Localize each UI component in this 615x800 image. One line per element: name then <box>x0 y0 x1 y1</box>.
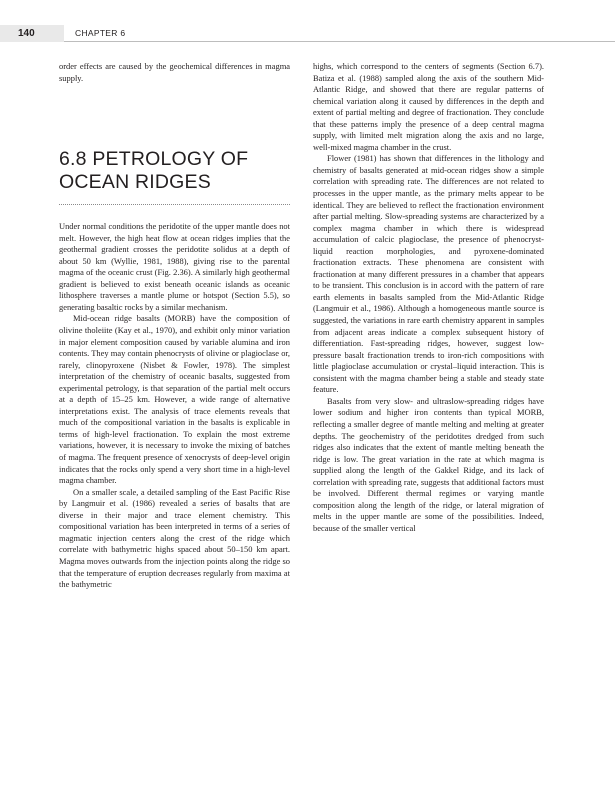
body-paragraph: Basalts from very slow- and ultraslow-spreading ridges have lower sodium and higher iron contents than typical MORB, reflecting a smaller degree of mantle melting and melting at greater depths. The geochemistry of the peridotites dredged from such ridges also indicates that the extent of mantle melting beneath the ridge is low. The great variation in the rate at which magma is supplied along the length of the Gakkel Ridge, and its lack of correlation with spreading rate, suggests that additional factors must be involved. Different thermal regimes or varying mantle composition along the length of the ridge, or lateral migration of melts in the upper mantle are some of the possibilities. Indeed, because of the smaller vertical <box>313 395 544 533</box>
body-paragraph: Mid-ocean ridge basalts (MORB) have the composition of olivine tholeiite (Kay et al., 1970), and exhibit only minor variation in major element composition caused by variable alumina and iron contents. They may contain phenocrysts of olivine or plagioclase or, rarely, clinopyroxene (Nisbet & Fowler, 1978). The simplest interpretation of the chemistry of oceanic basalts, suggested from experimental petrology, is that separation of the partial melt occurs at a depth of 15–25 km. However, a wide range of alternative interpretations exist. The analysis of trace elements reveals that much of the compositional variation in the basalts is explicable in terms of high-level fractionation. To explain the most extreme variations, however, it is necessary to invoke the mixing of batches of magma. The frequent presence of xenocrysts of deep-level origin indicates that the rocks only spend a very short time in a high-level magma chamber. <box>59 313 290 486</box>
right-column <box>313 61 544 534</box>
body-paragraph: On a smaller scale, a detailed sampling of the East Pacific Rise by Langmuir et al. (1986) revealed a series of basalts that are diverse in their major and trace element chemistry. This compositional variation has been interpreted in terms of a series of magmatic injection centers along the crest of the ridge which correlate with bathymetric highs spaced about 50–150 km apart. Magma moves outwards from the injection points along the ridge so that the temperature of eruption decreases regularly from maxima at the bathymetric <box>59 486 290 590</box>
body-paragraph: Under normal conditions the peridotite of the upper mantle does not melt. However, the high heat flow at ocean ridges implies that the geothermal gradient crosses the peridotite solidus at a depth of about 50 km (Wyllie, 1981, 1988), giving rise to the parental magma of the oceanic crust (Fig. 2.36). A similarly high geothermal gradient is believed to exist beneath oceanic islands as oceanic lithosphere traverses a mantle plume or hotspot (Section 5.5), so generating basaltic rocks by a similar mechanism. <box>59 221 290 312</box>
body-paragraph: Flower (1981) has shown that differences in the lithology and chemistry of basalts generated at mid-ocean ridges show a simple correlation with spreading rate. The differences are not related to processes in the upper mantle, as the primary melts appear to be identical. They are believed to reflect the fractionation environment after partial melting. Slow-spreading systems are characterized by a complex magma chamber in which there is widespread accumulation of calcic plagioclase, the presence of phenocryst-liquid reaction morphologies, and pyroxene-dominated fractionation extracts. These phenomena are consistent with fractionation at many different pressures in a chamber that appears to be transient. This conclusion is in accord with the pattern of rare earth elements in basalts sampled from the Mid-Atlantic Ridge (Langmuir et al., 1986). Although a homogeneous mantle source is suggested, the variations in rare earth chemistry apparent in samples from adjacent areas indicate a complex subsequent history of differentiation. Fast-spreading ridges, however, suggest low-pressure basalt fractionation trends to iron-rich compositions with little plagioclase accumulation or crystal–liquid interaction. This is consistent with the magma chamber being a stable and steady state feature. <box>313 153 544 395</box>
intro-paragraph: order effects are caused by the geochemical differences in magma supply. <box>59 61 290 83</box>
running-header <box>0 25 615 42</box>
header-rule <box>64 41 615 42</box>
section-heading: 6.8 PETROLOGY OF OCEAN RIDGES <box>59 148 249 194</box>
body-paragraph: highs, which correspond to the centers of segments (Section 6.7). Batiza et al. (1988) sampled along the axis of the southern Mid-Atlantic Ridge, and showed that there are regular patterns of chemical variation along it caused by differences in the depth and extent of partial melting and degree of fractionation. They conclude that these patterns imply the presence of a deep central magma supply, with limited melt migration along the axis and no large, well-mixed magma chamber in the crust. <box>313 61 544 152</box>
page-number: 140 <box>18 28 35 39</box>
left-column <box>59 61 290 591</box>
chapter-label: CHAPTER 6 <box>75 28 126 38</box>
heading-divider <box>59 204 290 205</box>
